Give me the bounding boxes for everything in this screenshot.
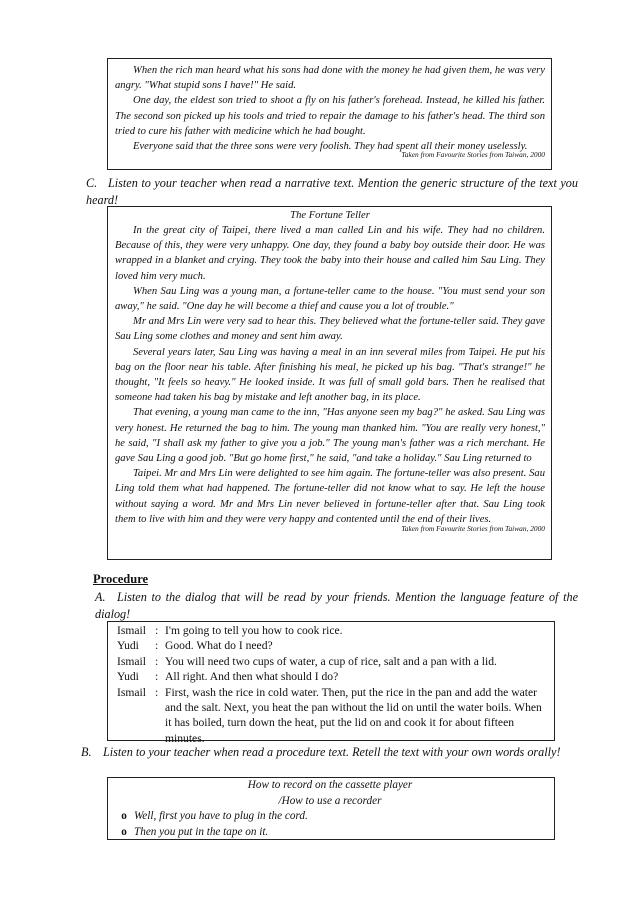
task-a-label: A.: [95, 590, 106, 604]
recorder-step: [114, 809, 546, 825]
dialog-line: Ismail : First, wash the rice in cold water. Then, put the rice in the pan and add the water and the salt. Next, you heat the pan without the lid on until the water boils. When it has boiled, turn down the heat, put the lid on and cook it for about fifteen minutes.: [117, 685, 546, 747]
procedure-heading: Procedure: [93, 572, 149, 586]
dialog-speaker: Ismail: [117, 624, 146, 637]
recorder-step-text: Well, first you have to plug in the cord.: [134, 810, 308, 822]
story1-paragraph-3: Everyone said that the three sons were very foolish. They had spent all their money uselessly.: [133, 141, 528, 153]
task-c-instruction: [86, 175, 578, 208]
story-box-fortune-teller: [107, 206, 552, 560]
task-a-instruction: [95, 589, 578, 622]
task-a-text: Listen to the dialog that will be read by your friends. Mention the language feature of the dialog!: [95, 590, 578, 621]
task-b-text: Listen to your teacher when read a procedure text. Retell the text with your own words orally!: [103, 745, 561, 759]
task-c-label: C.: [86, 176, 98, 190]
recorder-step: [114, 825, 546, 841]
dialog-line: Yudi : All right. And then what should I do?: [117, 669, 546, 684]
recorder-title-2: /How to use a recorder: [278, 794, 382, 807]
dialog-box: [107, 621, 555, 745]
dialog-speaker: Ismail: [117, 685, 146, 699]
dialog-speaker: Ismail: [117, 654, 146, 668]
story2-paragraph-1: In the great city of Taipei, there lived a man called Lin and his wife. They had no children. Because of this, they were very unhappy. One day, they found a baby boy outside their door. He was wrapped in a blanket and crying. They took the baby into their house and called him Sau Ling. They loved him very much.: [115, 225, 545, 282]
dialog-line: Ismail : I'm going to tell you how to cook rice.: [117, 623, 546, 638]
story2-source: Taken from Favourite Stories from Taiwan, 2000: [401, 524, 545, 534]
dialog-text: Good. What do I need?: [165, 639, 273, 653]
story2-paragraph-2: When Sau Ling was a young man, a fortune-teller came to the house. "You must send your son away," he said. "One day he will become a thief and cause you a lot of trouble.": [115, 285, 545, 313]
story2-paragraph-5: That evening, a young man came to the inn, "Has anyone seen my bag?" he asked. Sau Ling was very honest. He returned the bag to him. The young man thanked him. "You are really very honest," he said, "I shall ask my father to give you a job." The young man's father was a rich merchant. He gave Sau Ling a good job. "But go home first," he said, "and take a holiday." Sau Ling returned to: [115, 407, 545, 465]
recorder-title-1: How to record on the cassette player: [247, 779, 413, 791]
story2-title: The Fortune Teller: [290, 210, 370, 221]
story-box-rich-man: [107, 58, 552, 170]
dialog-speaker: Yudi: [117, 670, 139, 684]
dialog-line: Yudi : Good. What do I need?: [117, 638, 546, 653]
dialog-text: All right. And then what should I do?: [165, 670, 339, 684]
story2-paragraph-6: Taipei. Mr and Mrs Lin were delighted to see him again. The fortune-teller was also present. Sau Ling told them what had happened. The fortune-teller did not know what to say. He left the house without saying a word. Mr and Mrs Lin never believed in fortune-teller after that. Sau Ling took them to live with him and they were very happy and contented until the end of their lives.: [115, 468, 545, 525]
story1-source: Taken from Favourite Stories from Taiwan, 2000: [401, 150, 545, 160]
bullet-circle-icon: o: [121, 810, 127, 822]
dialog-line: Ismail : You will need two cups of water, a cup of rice, salt and a pan with a lid.: [117, 654, 546, 669]
story1-paragraph-1: When the rich man heard what his sons had done with the money he had given them, he was very angry. "What stupid sons I have!" He said.: [115, 65, 545, 92]
story2-paragraph-3: Mr and Mrs Lin were very sad to hear this. They believed what the fortune-teller said. They gave Sau Ling some clothes and money and sent him away.: [115, 316, 545, 343]
story2-paragraph-4: Several years later, Sau Ling was having a meal in an inn several miles from Taipei. He put his bag on the floor near his table. After finishing his meal, he picked up his bag. "That's strange!" he thought, "It feels so heavy." He looked inside. It was full of small gold bars. Then he realised that someone had taken his bag by mistake and left another bag, in its place.: [115, 346, 545, 404]
task-b-label: B.: [81, 745, 92, 759]
dialog-text: You will need two cups of water, a cup of rice, salt and a pan with a lid.: [165, 654, 497, 668]
recorder-box: [107, 777, 555, 840]
recorder-step-text: Then you put in the tape on it.: [134, 825, 269, 838]
dialog-speaker: Yudi: [117, 639, 139, 653]
dialog-text: First, wash the rice in cold water. Then, put the rice in the pan and add the water and the salt. Next, you heat the pan without the lid on until the water boils. When it has boiled, turn down the heat, put the lid on and cook it for about fifteen minutes.: [165, 685, 542, 745]
task-c-text: Listen to your teacher when read a narrative text. Mention the generic structure of the text you heard!: [86, 176, 578, 207]
task-b-instruction: [81, 744, 578, 761]
bullet-circle-icon: o: [121, 825, 127, 838]
story1-paragraph-2: One day, the eldest son tried to shoot a fly on his father's forehead. Instead, he killed his father. The second son picked up his tools and tried to repair the damage to his father's head. The third son tried to cure his father with medicine which he had bought.: [115, 95, 545, 137]
dialog-text: I'm going to tell you how to cook rice.: [165, 624, 343, 637]
